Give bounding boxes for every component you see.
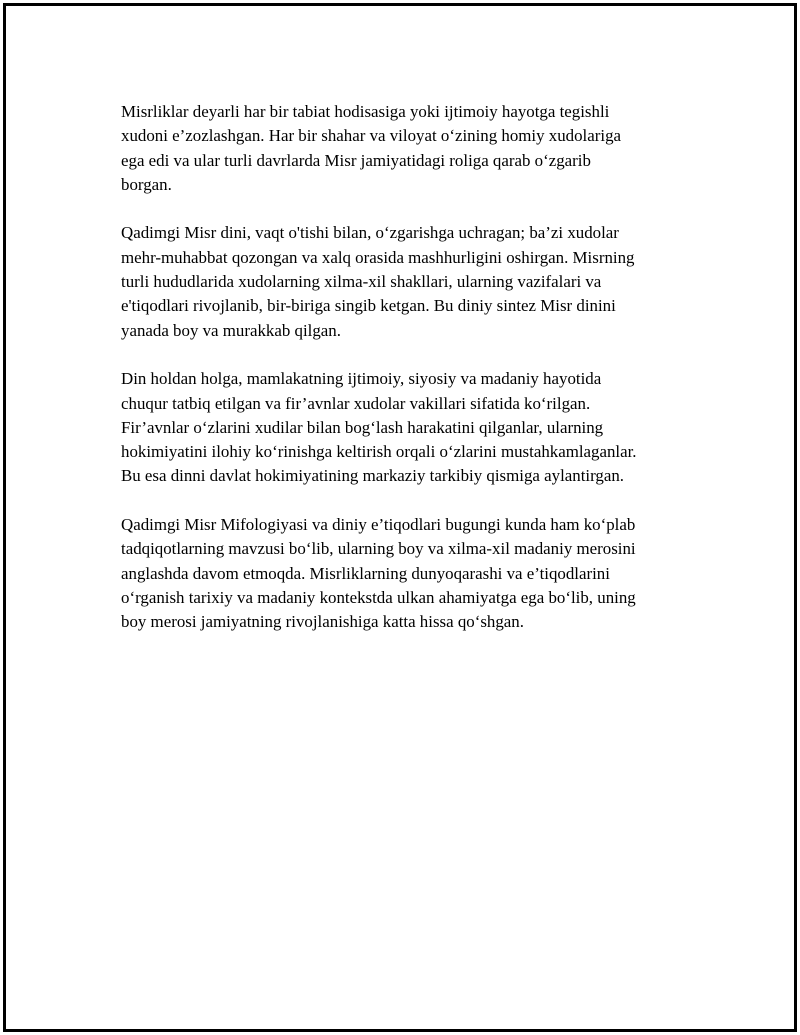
paragraph-4: Qadimgi Misr Mifologiyasi va diniy e’tiqodlari bugungi kunda ham ko‘plab tadqiqotlarning mavzusi bo‘lib, ularning boy va xilma-xil madaniy merosini anglashda davom etmoqda. Misrliklarning dunyoqarashi va e’tiqodlarini o‘rganish tarixiy va madaniy kontekstda ulkan ahamiyatga ega bo‘lib, uning boy merosi jamiyatning rivojlanishiga katta hissa qo‘shgan. <box>121 515 636 632</box>
document-body <box>121 100 691 659</box>
paragraph-3: Din holdan holga, mamlakatning ijtimoiy, siyosiy va madaniy hayotida chuqur tatbiq etilgan va fir’avnlar xudolar vakillari sifatida ko‘rilgan. Fir’avnlar o‘zlarini xudilar bilan bog‘lash harakatini qilganlar, ularning hokimiyatini ilohiy ko‘rinishga keltirish orqali o‘zlarini mustahkamlaganlar. Bu esa dinni davlat hokimiyatining markaziy tarkibiy qismiga aylantirgan. <box>121 369 637 486</box>
page-frame <box>3 3 797 1032</box>
paragraph-1: Misrliklar deyarli har bir tabiat hodisasiga yoki ijtimoiy hayotga tegishli xudoni e’zozlashgan. Har bir shahar va viloyat o‘zining homiy xudolariga ega edi va ular turli davrlarda Misr jamiyatidagi roliga qarab o‘zgarib borgan. <box>121 102 622 194</box>
paragraph-2: Qadimgi Misr dini, vaqt o'tishi bilan, o‘zgarishga uchragan; ba’zi xudolar mehr-muhabbat qozongan va xalq orasida mashhurligini oshirgan. Misrning turli hududlarida xudolarning xilma-xil shakllari, ularning vazifalari va e'tiqodlari rivojlanib, bir-biriga singib ketgan. Bu diniy sintez Misr dinini yanada boy va murakkab qilgan. <box>121 223 635 340</box>
